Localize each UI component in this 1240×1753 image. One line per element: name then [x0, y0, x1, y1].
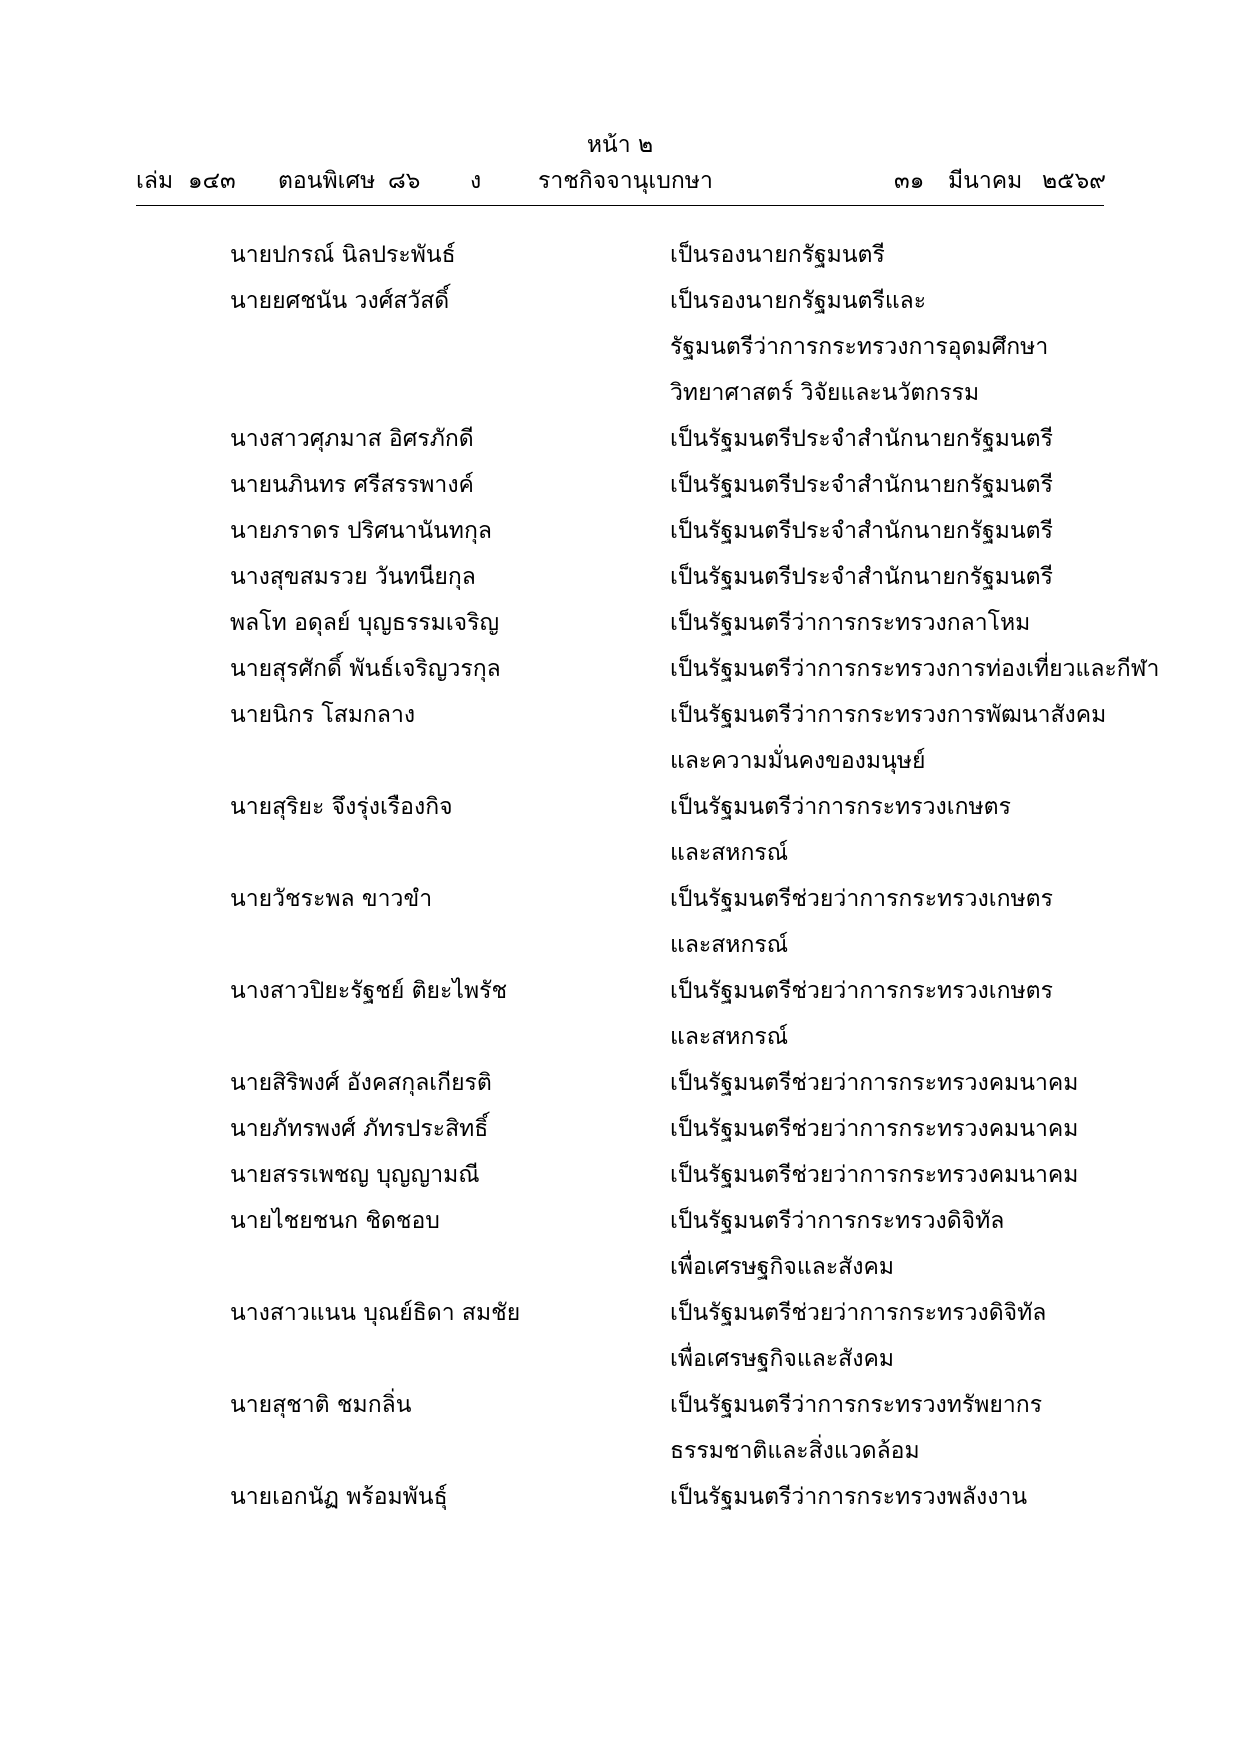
appointee-name: นายยศชนัน วงศ์สวัสดิ์	[230, 288, 450, 314]
appointee-name: นายสุชาติ ชมกลิ่น	[230, 1392, 412, 1418]
position-line: เป็นรัฐมนตรีว่าการกระทรวงการท่องเที่ยวและกีฬา	[670, 656, 1160, 682]
position-line: เป็นรัฐมนตรีช่วยว่าการกระทรวงดิจิทัล	[670, 1300, 1047, 1326]
appointment-list	[0, 232, 1240, 1520]
position-line: เป็นรัฐมนตรีช่วยว่าการกระทรวงเกษตร	[670, 886, 1053, 912]
appointee-positions	[670, 232, 1100, 278]
appointee-name: นายสุรศักดิ์ พันธ์เจริญวรกุล	[230, 656, 501, 682]
appointee-positions	[670, 600, 1100, 646]
appointee-positions	[670, 1198, 1100, 1290]
appointment-entry	[0, 968, 1240, 1060]
appointee-name: นายภราดร ปริศนานันทกุล	[230, 518, 492, 544]
section-letter: ง	[470, 168, 482, 194]
appointment-entry	[0, 278, 1240, 416]
position-line: และความมั่นคงของมนุษย์	[670, 748, 926, 774]
appointee-name: นายสุริยะ จึงรุ่งเรืองกิจ	[230, 794, 453, 820]
appointment-entry	[0, 508, 1240, 554]
appointee-name: นายสรรเพชญ บุญญามณี	[230, 1162, 480, 1188]
position-line: เป็นรัฐมนตรีประจำสำนักนายกรัฐมนตรี	[670, 472, 1053, 498]
appointee-name: พลโท อดุลย์ บุญธรรมเจริญ	[230, 610, 500, 636]
position-line: เป็นรัฐมนตรีช่วยว่าการกระทรวงเกษตร	[670, 978, 1053, 1004]
position-line: เป็นรัฐมนตรีประจำสำนักนายกรัฐมนตรี	[670, 564, 1053, 590]
position-line: และสหกรณ์	[670, 932, 789, 958]
position-line: เป็นรัฐมนตรีว่าการกระทรวงดิจิทัล	[670, 1208, 1005, 1234]
appointee-name: นายนภินทร ศรีสรรพางค์	[230, 472, 474, 498]
position-line: เป็นรองนายกรัฐมนตรีและ	[670, 288, 927, 314]
position-line: เป็นรัฐมนตรีว่าการกระทรวงทรัพยากร	[670, 1392, 1043, 1418]
appointee-name: นายสิริพงศ์ อังคสกุลเกียรติ	[230, 1070, 492, 1096]
appointment-entry	[0, 600, 1240, 646]
appointment-entry	[0, 1152, 1240, 1198]
volume-label: เล่ม	[136, 168, 174, 194]
appointee-positions	[670, 876, 1100, 968]
position-line: เป็นรัฐมนตรีประจำสำนักนายกรัฐมนตรี	[670, 518, 1053, 544]
position-line: วิทยาศาสตร์ วิจัยและนวัตกรรม	[670, 380, 980, 406]
position-line: เป็นรัฐมนตรีช่วยว่าการกระทรวงคมนาคม	[670, 1116, 1079, 1142]
appointment-entry	[0, 416, 1240, 462]
appointee-positions	[670, 1474, 1100, 1520]
date-year: ๒๕๖๙	[1042, 168, 1107, 194]
gazette-header	[136, 163, 1107, 199]
position-line: เป็นรัฐมนตรีช่วยว่าการกระทรวงคมนาคม	[670, 1070, 1079, 1096]
position-line: เป็นรัฐมนตรีว่าการกระทรวงพลังงาน	[670, 1484, 1028, 1510]
appointee-positions	[670, 416, 1100, 462]
appointee-positions	[670, 554, 1100, 600]
appointment-entry	[0, 1382, 1240, 1474]
appointment-entry	[0, 1290, 1240, 1382]
appointment-entry	[0, 692, 1240, 784]
appointee-name: นางสาวแนน บุณย์ธิดา สมชัย	[230, 1300, 521, 1326]
appointee-positions	[670, 1152, 1100, 1198]
position-line: เพื่อเศรษฐกิจและสังคม	[670, 1254, 894, 1280]
appointment-entry	[0, 784, 1240, 876]
section-label: ตอนพิเศษ	[278, 168, 376, 194]
position-line: ธรรมชาติและสิ่งแวดล้อม	[670, 1438, 920, 1464]
appointee-name: นายปกรณ์ นิลประพันธ์	[230, 242, 456, 268]
position-line: เป็นรองนายกรัฐมนตรี	[670, 242, 885, 268]
position-line: เป็นรัฐมนตรีว่าการกระทรวงกลาโหม	[670, 610, 1031, 636]
position-line: รัฐมนตรีว่าการกระทรวงการอุดมศึกษา	[670, 334, 1049, 360]
appointee-name: นางสุขสมรวย วันทนียกุล	[230, 564, 476, 590]
header-divider	[136, 205, 1104, 206]
appointee-name: นายวัชระพล ขาวขำ	[230, 886, 433, 912]
position-line: และสหกรณ์	[670, 840, 789, 866]
section-number: ๘๖	[388, 168, 421, 194]
appointment-entry	[0, 646, 1240, 692]
appointee-name: นายเอกนัฏ พร้อมพันธุ์	[230, 1484, 448, 1510]
position-line: เป็นรัฐมนตรีช่วยว่าการกระทรวงคมนาคม	[670, 1162, 1079, 1188]
appointee-positions	[670, 1382, 1100, 1474]
position-line: เป็นรัฐมนตรีว่าการกระทรวงการพัฒนาสังคม	[670, 702, 1107, 728]
appointee-name: นายนิกร โสมกลาง	[230, 702, 416, 728]
gazette-title: ราชกิจจานุเบกษา	[538, 168, 713, 194]
date-day: ๓๑	[894, 168, 925, 194]
appointment-entry	[0, 1060, 1240, 1106]
appointee-name: นางสาวปิยะรัฐชย์ ติยะไพรัช	[230, 978, 508, 1004]
appointee-name: นางสาวศุภมาส อิศรภักดี	[230, 426, 474, 452]
position-line: เป็นรัฐมนตรีประจำสำนักนายกรัฐมนตรี	[670, 426, 1053, 452]
appointment-entry	[0, 1198, 1240, 1290]
appointee-name: นายไชยชนก ชิดชอบ	[230, 1208, 440, 1234]
appointee-name: นายภัทรพงศ์ ภัทรประสิทธิ์	[230, 1116, 489, 1142]
appointment-entry	[0, 232, 1240, 278]
position-line: เป็นรัฐมนตรีว่าการกระทรวงเกษตร	[670, 794, 1011, 820]
appointee-positions	[670, 508, 1100, 554]
appointee-positions	[670, 784, 1100, 876]
appointee-positions	[670, 1106, 1100, 1152]
position-line: เพื่อเศรษฐกิจและสังคม	[670, 1346, 894, 1372]
date-month: มีนาคม	[948, 168, 1023, 194]
appointee-positions	[670, 1290, 1100, 1382]
appointee-positions	[670, 278, 1100, 416]
appointee-positions	[670, 692, 1107, 784]
volume-number: ๑๔๓	[188, 168, 236, 194]
appointee-positions	[670, 462, 1100, 508]
appointment-entry	[0, 1474, 1240, 1520]
appointee-positions	[670, 968, 1100, 1060]
page-number: หน้า ๒	[586, 132, 654, 158]
appointment-entry	[0, 1106, 1240, 1152]
position-line: และสหกรณ์	[670, 1024, 789, 1050]
appointment-entry	[0, 462, 1240, 508]
appointee-positions	[670, 646, 1160, 692]
appointment-entry	[0, 554, 1240, 600]
appointment-entry	[0, 876, 1240, 968]
appointee-positions	[670, 1060, 1100, 1106]
